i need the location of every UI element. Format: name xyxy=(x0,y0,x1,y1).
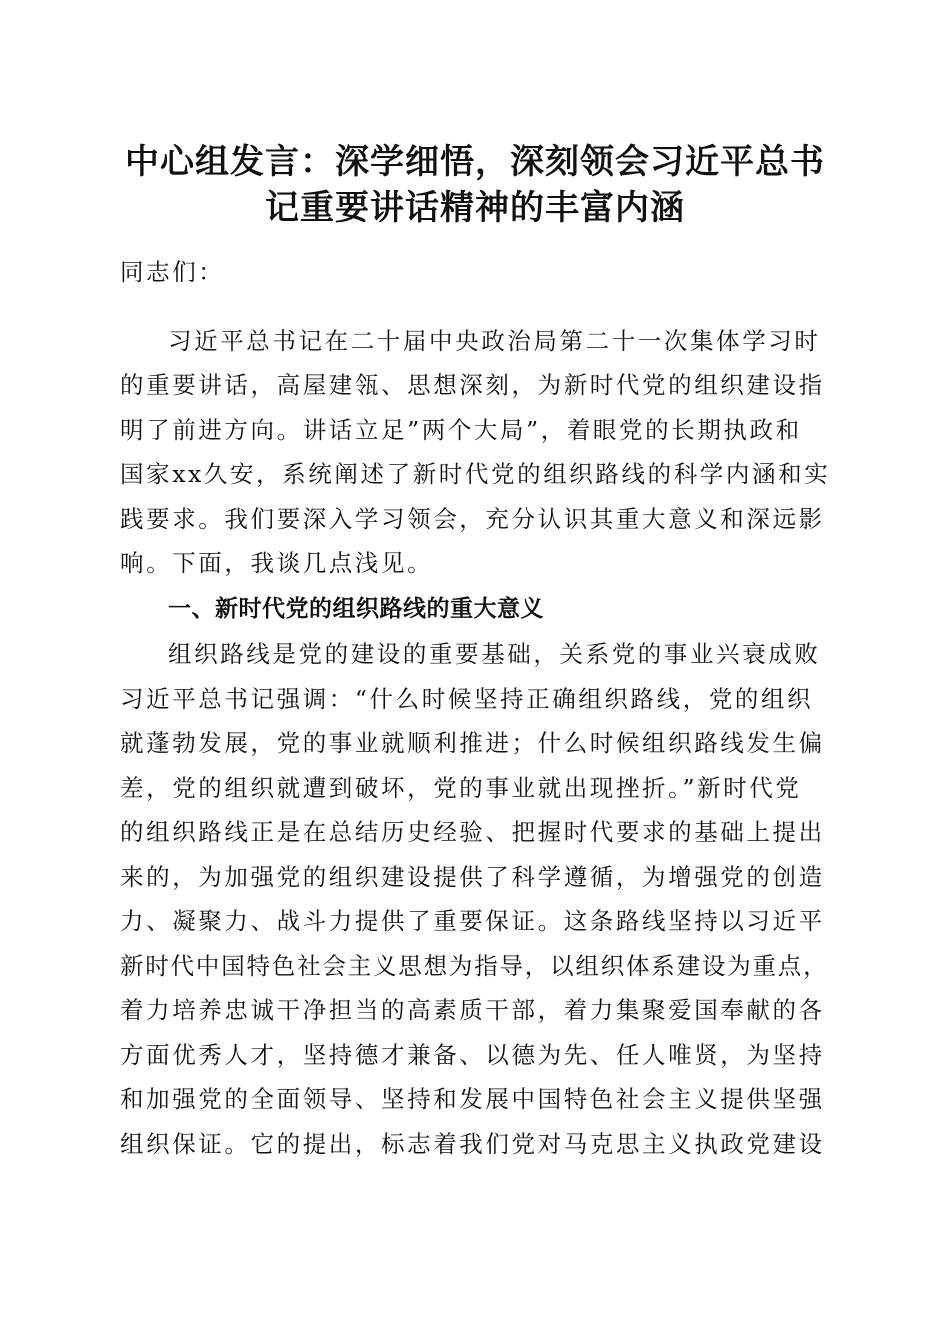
salutation: 同志们： xyxy=(120,258,225,286)
section-line: 力、凝聚力、战斗力提供了重要保证。这条路线坚持以习近平 xyxy=(120,907,825,935)
intro-line: 的重要讲话，高屋建瓴、思想深刻，为新时代党的组织建设指 xyxy=(120,371,825,399)
intro-line: 践要求。我们要深入学习领会，充分认识其重大意义和深远影 xyxy=(120,505,825,533)
section-line: 就蓬勃发展，党的事业就顺利推进；什么时候组织路线发生偏 xyxy=(120,729,825,757)
document-title-line-2: 记重要讲话精神的丰富内涵 xyxy=(265,188,685,228)
section-line: 组织保证。它的提出，标志着我们党对马克思主义执政党建设 xyxy=(120,1130,825,1158)
intro-line: 习近平总书记在二十届中央政治局第二十一次集体学习时 xyxy=(168,327,821,355)
intro-line: 响。下面，我谈几点浅见。 xyxy=(120,549,434,577)
intro-line: 国家xx久安，系统阐述了新时代党的组织路线的科学内涵和实 xyxy=(120,460,831,488)
section-line: 着力培养忠诚干净担当的高素质干部，着力集聚爱国奉献的各 xyxy=(120,996,825,1024)
document-title-line-1: 中心组发言：深学细悟，深刻领会习近平总书 xyxy=(125,142,825,182)
section-line: 和加强党的全面领导、坚持和发展中国特色社会主义提供坚强 xyxy=(120,1085,825,1113)
section-line: 方面优秀人才，坚持德才兼备、以德为先、任人唯贤，为坚持 xyxy=(120,1041,825,1069)
intro-line: 明了前进方向。讲话立足”两个大局”，着眼党的长期执政和 xyxy=(120,416,802,444)
section-line: 新时代中国特色社会主义思想为指导，以组织体系建设为重点， xyxy=(120,952,829,980)
section-line: 的组织路线正是在总结历史经验、把握时代要求的基础上提出 xyxy=(120,818,825,846)
section-line: 差，党的组织就遭到破坏，党的事业就出现挫折。”新时代党 xyxy=(120,774,802,802)
section-line: 来的，为加强党的组织建设提供了科学遵循，为增强党的创造 xyxy=(120,863,825,891)
section-line: 组织路线是党的建设的重要基础，关系党的事业兴衰成败 xyxy=(168,640,821,668)
section-heading: 一、新时代党的组织路线的重大意义 xyxy=(168,596,544,622)
section-line: 习近平总书记强调：“什么时候坚持正确组织路线，党的组织 xyxy=(120,685,814,713)
